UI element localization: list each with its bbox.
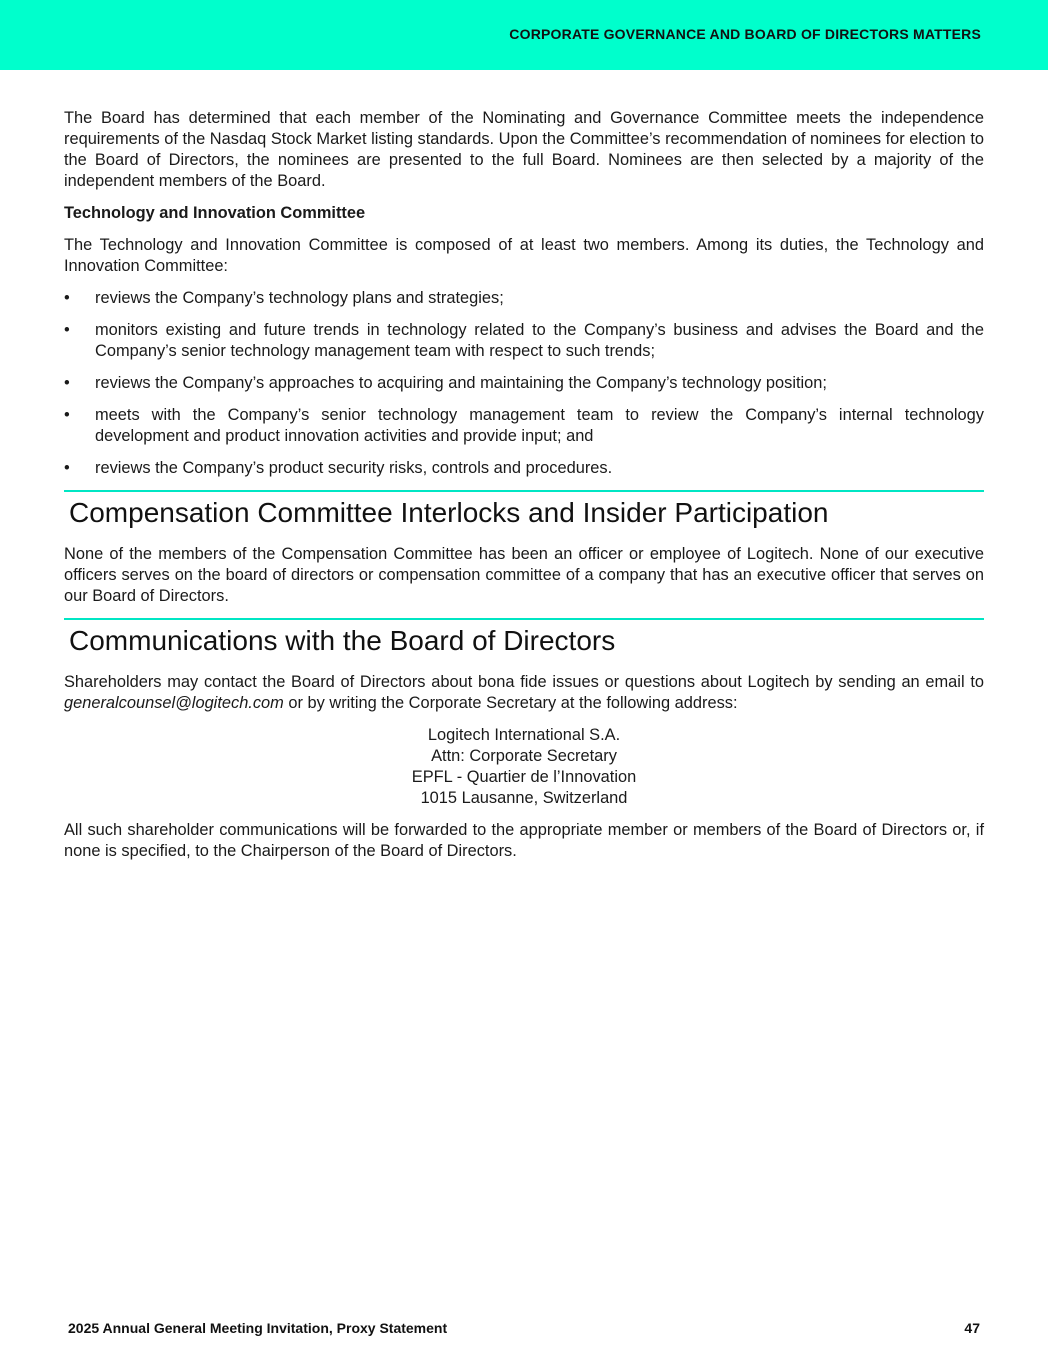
- tech-committee-lead: The Technology and Innovation Committee is composed of at least two members. Among its duties, the Technology and Innovation Committee:: [64, 236, 984, 275]
- list-item-text: reviews the Company’s technology plans and strategies;: [95, 289, 504, 307]
- address-line: Logitech International S.A.: [427, 726, 621, 744]
- intro-paragraph: The Board has determined that each member of the Nominating and Governance Committee meets the independence requirements of the Nasdaq Stock Market listing standards. Upon the Committee’s recommendation of nominees for election to the Board of Directors, the nominees are presented to the full Board. Nominees are then selected by a majority of the independent members of the Board.: [64, 109, 984, 190]
- list-item-text: meets with the Company’s senior technology management team to review the Company’s internal technology development and product innovation activities and provide input; and: [95, 406, 984, 445]
- communications-text-after: or by writing the Corporate Secretary at the following address:: [283, 694, 738, 712]
- footer-document-title: 2025 Annual General Meeting Invitation, Proxy Statement: [68, 1320, 448, 1336]
- address-line: EPFL - Quartier de l’Innovation: [411, 768, 637, 786]
- list-item: [64, 373, 984, 394]
- compensation-paragraph: None of the members of the Compensation Committee has been an officer or employee of Logitech. None of our executive officers serves on the board of directors or compensation committee of a company that has an executive officer that serves on our Board of Directors.: [64, 545, 984, 605]
- communications-text-before: Shareholders may contact the Board of Directors about bona fide issues or questions about Logitech by sending an email to: [64, 673, 984, 691]
- list-item-text: reviews the Company’s approaches to acquiring and maintaining the Company’s technology position;: [95, 374, 827, 392]
- bullet-icon: •: [64, 289, 70, 307]
- address-line: 1015 Lausanne, Switzerland: [420, 789, 628, 807]
- address-line: Attn: Corporate Secretary: [431, 747, 617, 765]
- section-divider: [64, 490, 984, 492]
- bullet-icon: •: [64, 374, 70, 392]
- bullet-icon: •: [64, 321, 70, 339]
- list-item: [64, 288, 984, 309]
- section-header-title: CORPORATE GOVERNANCE AND BOARD OF DIRECTORS MATTERS: [509, 26, 981, 42]
- section-divider: [64, 618, 984, 620]
- closing-paragraph: All such shareholder communications will be forwarded to the appropriate member or members of the Board of Directors or, if none is specified, to the Chairperson of the Board of Directors.: [64, 821, 984, 860]
- list-item: [64, 405, 984, 447]
- list-item: [64, 458, 984, 479]
- header-band: [0, 0, 1048, 70]
- tech-committee-heading: Technology and Innovation Committee: [64, 204, 366, 222]
- compensation-section-title: Compensation Committee Interlocks and Insider Participation: [69, 497, 829, 528]
- communications-paragraph: [64, 672, 984, 714]
- list-item: [64, 320, 984, 362]
- page-content: [64, 108, 984, 862]
- list-item-text: monitors existing and future trends in technology related to the Company’s business and advises the Board and the Company’s senior technology management team with respect to such trends;: [95, 321, 984, 360]
- list-item-text: reviews the Company’s product security risks, controls and procedures.: [95, 459, 613, 477]
- email-link[interactable]: generalcounsel@logitech.com: [64, 694, 284, 712]
- tech-committee-duties-list: [64, 288, 984, 479]
- communications-section-title: Communications with the Board of Directors: [69, 625, 616, 656]
- bullet-icon: •: [64, 406, 70, 424]
- footer-page-number: 47: [964, 1320, 980, 1336]
- bullet-icon: •: [64, 459, 70, 477]
- mailing-address: [64, 725, 984, 809]
